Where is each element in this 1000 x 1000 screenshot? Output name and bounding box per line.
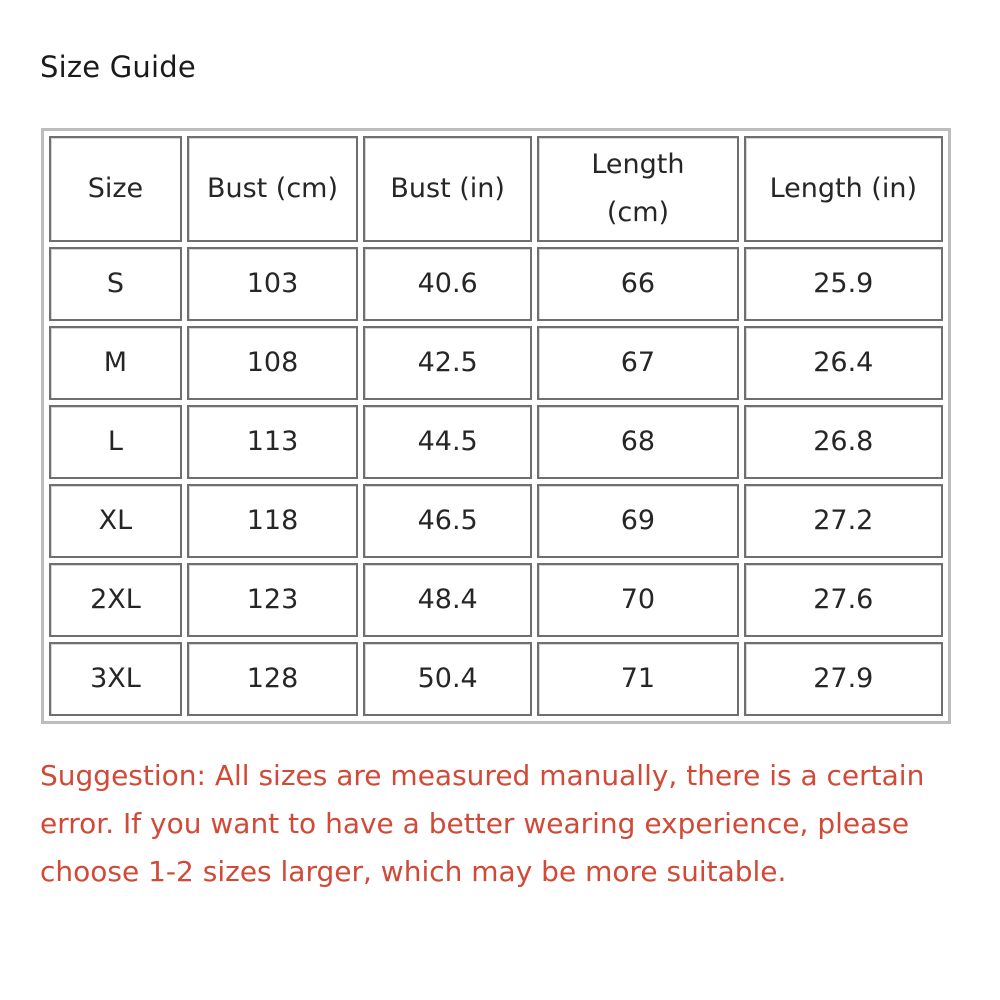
table-row: [49, 247, 943, 321]
page-title: Size Guide: [40, 50, 196, 84]
table-cell-size: 3XL: [49, 642, 182, 716]
table-cell-bust-cm: 103: [187, 247, 358, 321]
table-row: [49, 642, 943, 716]
header-length-cm: Length (cm): [537, 136, 738, 242]
table-cell-bust-in: 42.5: [363, 326, 532, 400]
table-cell-length-in: 27.9: [744, 642, 943, 716]
table-cell-bust-cm: 113: [187, 405, 358, 479]
table-cell-length-in: 27.6: [744, 563, 943, 637]
table-cell-bust-in: 44.5: [363, 405, 532, 479]
table-cell-length-cm: 66: [537, 247, 738, 321]
size-table: [41, 128, 951, 724]
table-cell-size: L: [49, 405, 182, 479]
table-row: [49, 405, 943, 479]
table-cell-length-in: 27.2: [744, 484, 943, 558]
table-row: [49, 563, 943, 637]
header-size: Size: [49, 136, 182, 242]
table-cell-bust-in: 48.4: [363, 563, 532, 637]
table-cell-bust-cm: 108: [187, 326, 358, 400]
table-cell-length-in: 25.9: [744, 247, 943, 321]
table-cell-bust-in: 46.5: [363, 484, 532, 558]
table-cell-bust-cm: 123: [187, 563, 358, 637]
table-cell-size: S: [49, 247, 182, 321]
table-cell-bust-cm: 128: [187, 642, 358, 716]
suggestion-note: [40, 752, 940, 896]
table-cell-length-in: 26.4: [744, 326, 943, 400]
table-cell-length-cm: 69: [537, 484, 738, 558]
table-cell-length-in: 26.8: [744, 405, 943, 479]
table-cell-bust-in: 40.6: [363, 247, 532, 321]
header-bust-cm: Bust (cm): [187, 136, 358, 242]
table-cell-length-cm: 68: [537, 405, 738, 479]
suggestion-label: Suggestion: [40, 759, 197, 792]
table-cell-size: 2XL: [49, 563, 182, 637]
table-cell-length-cm: 71: [537, 642, 738, 716]
header-bust-in: Bust (in): [363, 136, 532, 242]
table-cell-bust-cm: 118: [187, 484, 358, 558]
table-cell-length-cm: 67: [537, 326, 738, 400]
table-row: [49, 326, 943, 400]
table-cell-size: XL: [49, 484, 182, 558]
table-cell-length-cm: 70: [537, 563, 738, 637]
table-cell-size: M: [49, 326, 182, 400]
header-length-in: Length (in): [744, 136, 943, 242]
table-row: [49, 484, 943, 558]
table-header-row: [49, 136, 943, 242]
suggestion-text: : All sizes are measured manually, there is a certain error. If you want to have a better wearing experience, please choose 1-2 sizes larger, which may be more suitable.: [40, 759, 925, 888]
table-cell-bust-in: 50.4: [363, 642, 532, 716]
